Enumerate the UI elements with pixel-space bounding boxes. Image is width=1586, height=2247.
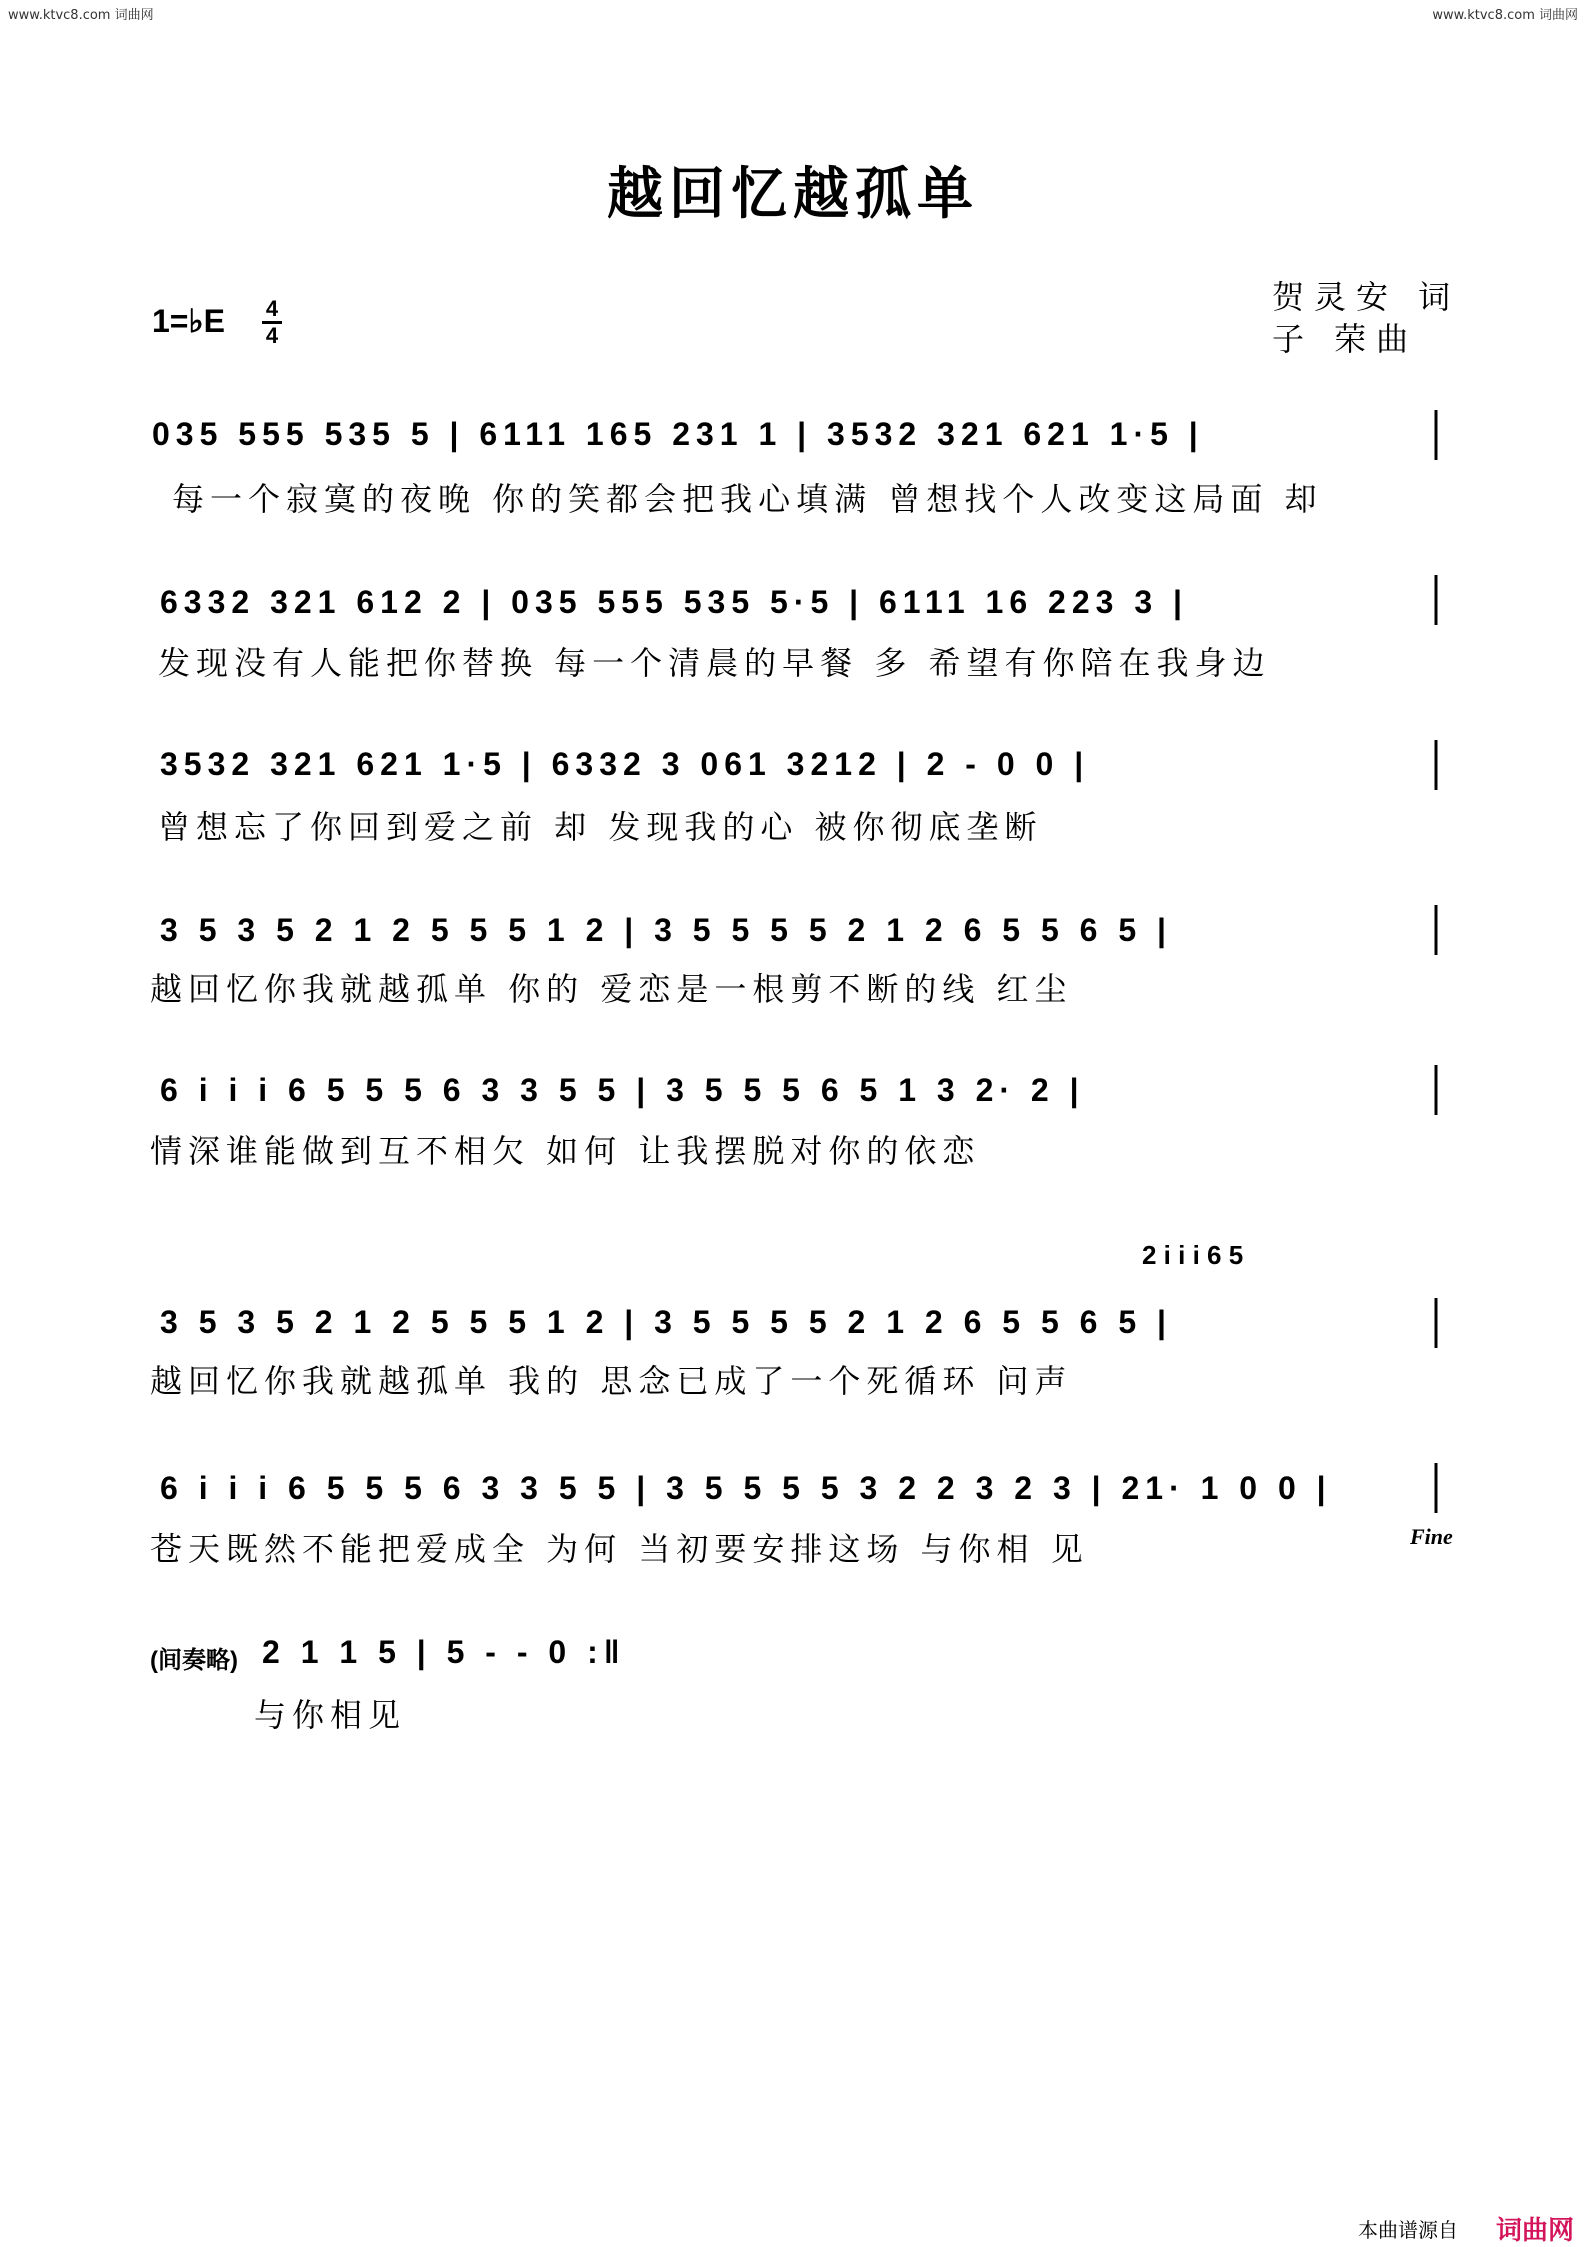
watermark-right: www.ktvc8.com 词曲网 — [1432, 8, 1578, 23]
score-line-4-notes: 3 5 3 5 2 1 2 5 5 5 1 2 | 3 5 5 5 5 2 1 2 6 5 5 6 5 | — [160, 912, 1172, 948]
interlude-notes: 2 1 1 5 | 5 - - 0 :‖ — [262, 1634, 626, 1670]
time-signature-bottom: 4 — [265, 323, 279, 348]
score-line-3-notes: 3532 321 621 1·5 | 6332 3 061 3212 | 2 - 0 0 | — [160, 746, 1090, 782]
fine-mark: Fine — [1410, 1524, 1453, 1549]
interlude-label: (间奏略) — [150, 1647, 238, 1674]
composer-credit: 子 荣曲 — [1272, 320, 1419, 358]
interlude-lyrics: 与你相见 — [254, 1696, 407, 1734]
score-line-3-lyrics: 曾想忘了你回到爱之前 却 发现我的心 被你彻底垄断 — [158, 808, 1043, 846]
score-line-7-notes: 6 i i i 6 5 5 5 6 3 3 5 5 | 3 5 5 5 5 3 2 2 3 2 3 | 21· 1 0 0 | — [160, 1470, 1332, 1506]
score-line-5-notes: 6 i i i 6 5 5 5 6 3 3 5 5 | 3 5 5 5 6 5 1 3 2· 2 | — [160, 1072, 1085, 1108]
score-line-6-lyrics: 越回忆你我就越孤单 我的 思念已成了一个死循环 问声 — [150, 1362, 1073, 1400]
watermark-left: www.ktvc8.com 词曲网 — [8, 8, 154, 23]
score-line-6-notes: 3 5 3 5 2 1 2 5 5 5 1 2 | 3 5 5 5 5 2 1 2 6 5 5 6 5 | — [160, 1304, 1172, 1340]
score-line-6-upper-notes: 2 i i i 6 5 — [1142, 1240, 1244, 1270]
footer-logo: 词曲网 — [1496, 2216, 1575, 2246]
lyricist-credit: 贺灵安 词 — [1272, 278, 1461, 316]
time-signature-top: 4 — [265, 296, 279, 321]
score-line-2-lyrics: 发现没有人能把你替换 每一个清晨的早餐 多 希望有你陪在我身边 — [158, 644, 1271, 682]
score-line-1-notes: 035 555 535 5 | 6111 165 231 1 | 3532 321 621 1·5 | — [152, 416, 1204, 452]
score-line-1-lyrics: 每一个寂寞的夜晚 你的笑都会把我心填满 曾想找个人改变这局面 却 — [172, 480, 1323, 518]
score-line-5-lyrics: 情深谁能做到互不相欠 如何 让我摆脱对你的依恋 — [150, 1132, 981, 1170]
key-signature: 1=♭E — [152, 303, 225, 339]
footer-source-text: 本曲谱源自 — [1358, 2218, 1458, 2242]
score-line-2-notes: 6332 321 612 2 | 035 555 535 5·5 | 6111 16 223 3 | — [160, 584, 1188, 620]
score-line-7-lyrics: 苍天既然不能把爱成全 为何 当初要安排这场 与你相 见 — [150, 1530, 1089, 1568]
score-line-4-lyrics: 越回忆你我就越孤单 你的 爱恋是一根剪不断的线 红尘 — [150, 970, 1073, 1008]
page-title: 越回忆越孤单 — [607, 161, 979, 227]
